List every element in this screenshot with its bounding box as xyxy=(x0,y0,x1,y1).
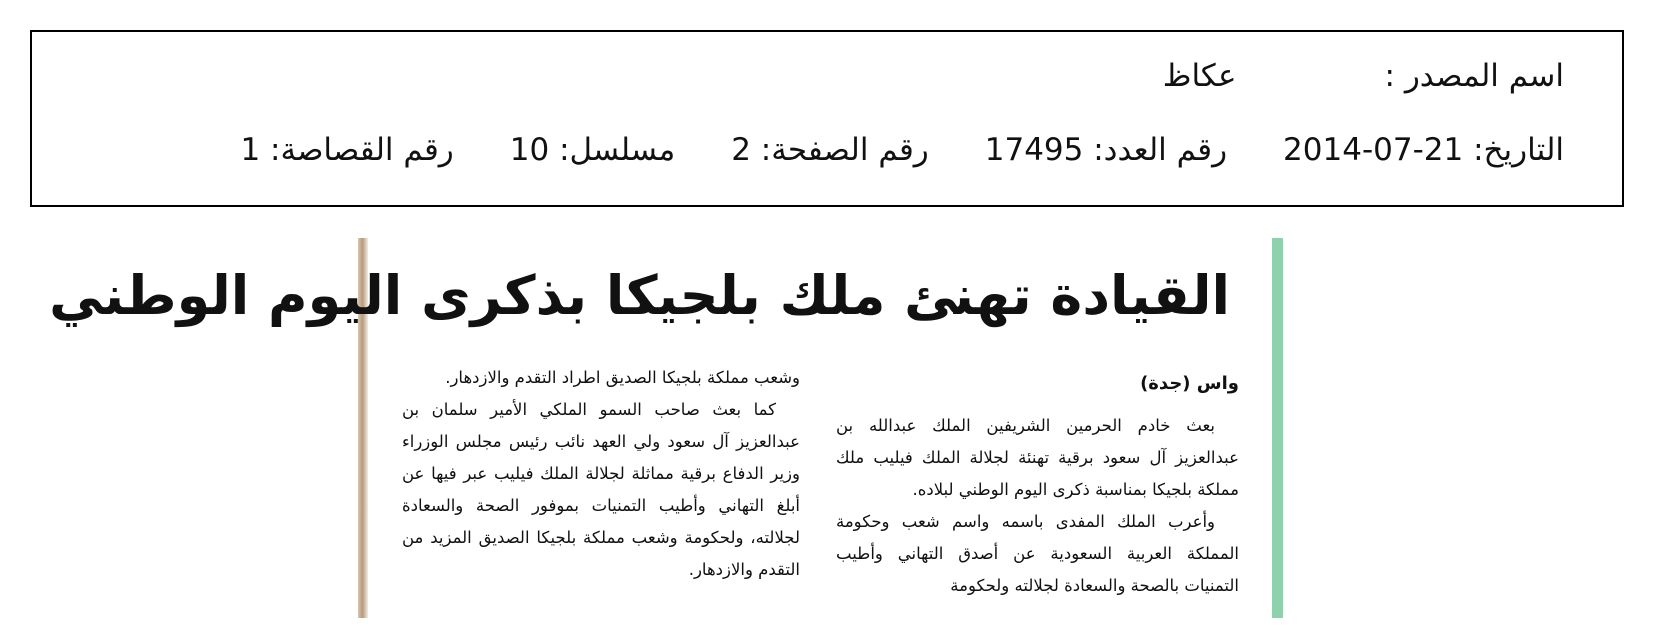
clipping-number-field: رقم القصاصة: 1 xyxy=(240,132,454,168)
source-row xyxy=(1163,56,1564,96)
source-info-box xyxy=(30,30,1624,207)
article-byline: واس (جدة) xyxy=(1140,373,1239,394)
article-paragraph: كما بعث صاحب السمو الملكي الأمير سلمان بن عبدالعزيز آل سعود ولي العهد نائب رئيس مجلس الوزراء وزير الدفاع برقية مماثلة لجلالة الملك فيليب عبر فيها عن أبلغ التهاني وأطيب التمنيات بموفور الصحة والسعادة لجلالته، ولحكومة وشعب مملكة بلجيكا الصديق المزيد من التقدم والازدهار. xyxy=(402,400,800,579)
article-column-right xyxy=(836,368,1239,602)
article-paragraph: وشعب مملكة بلجيكا الصديق اطراد التقدم والازدهار. xyxy=(445,368,800,387)
article-headline: القيادة تهنئ ملك بلجيكا بذكرى اليوم الوطني xyxy=(49,264,1230,327)
page-number-field: رقم الصفحة: 2 xyxy=(731,132,929,168)
details-row xyxy=(240,130,1564,170)
date-field: التاريخ: 21-07-2014 xyxy=(1283,132,1564,168)
clipping-accent-bar xyxy=(1272,238,1283,618)
article-paragraph: بعث خادم الحرمين الشريفين الملك عبدالله بن عبدالعزيز آل سعود برقية تهنئة لجلالة الملك فيليب ملك مملكة بلجيكا بمناسبة ذكرى اليوم الوطني لبلاده. xyxy=(836,416,1239,499)
issue-number-field: رقم العدد: 17495 xyxy=(984,132,1228,168)
article-column-left xyxy=(402,362,800,586)
source-label: اسم المصدر : xyxy=(1384,58,1564,94)
serial-field: مسلسل: 10 xyxy=(509,132,676,168)
source-value: عكاظ xyxy=(1162,58,1237,94)
article-paragraph: وأعرب الملك المفدى باسمه واسم شعب وحكومة المملكة العربية السعودية عن أصدق التهاني وأطيب التمنيات بالصحة والسعادة لجلالته ولحكومة xyxy=(836,512,1239,595)
newspaper-clipping xyxy=(49,238,1283,618)
